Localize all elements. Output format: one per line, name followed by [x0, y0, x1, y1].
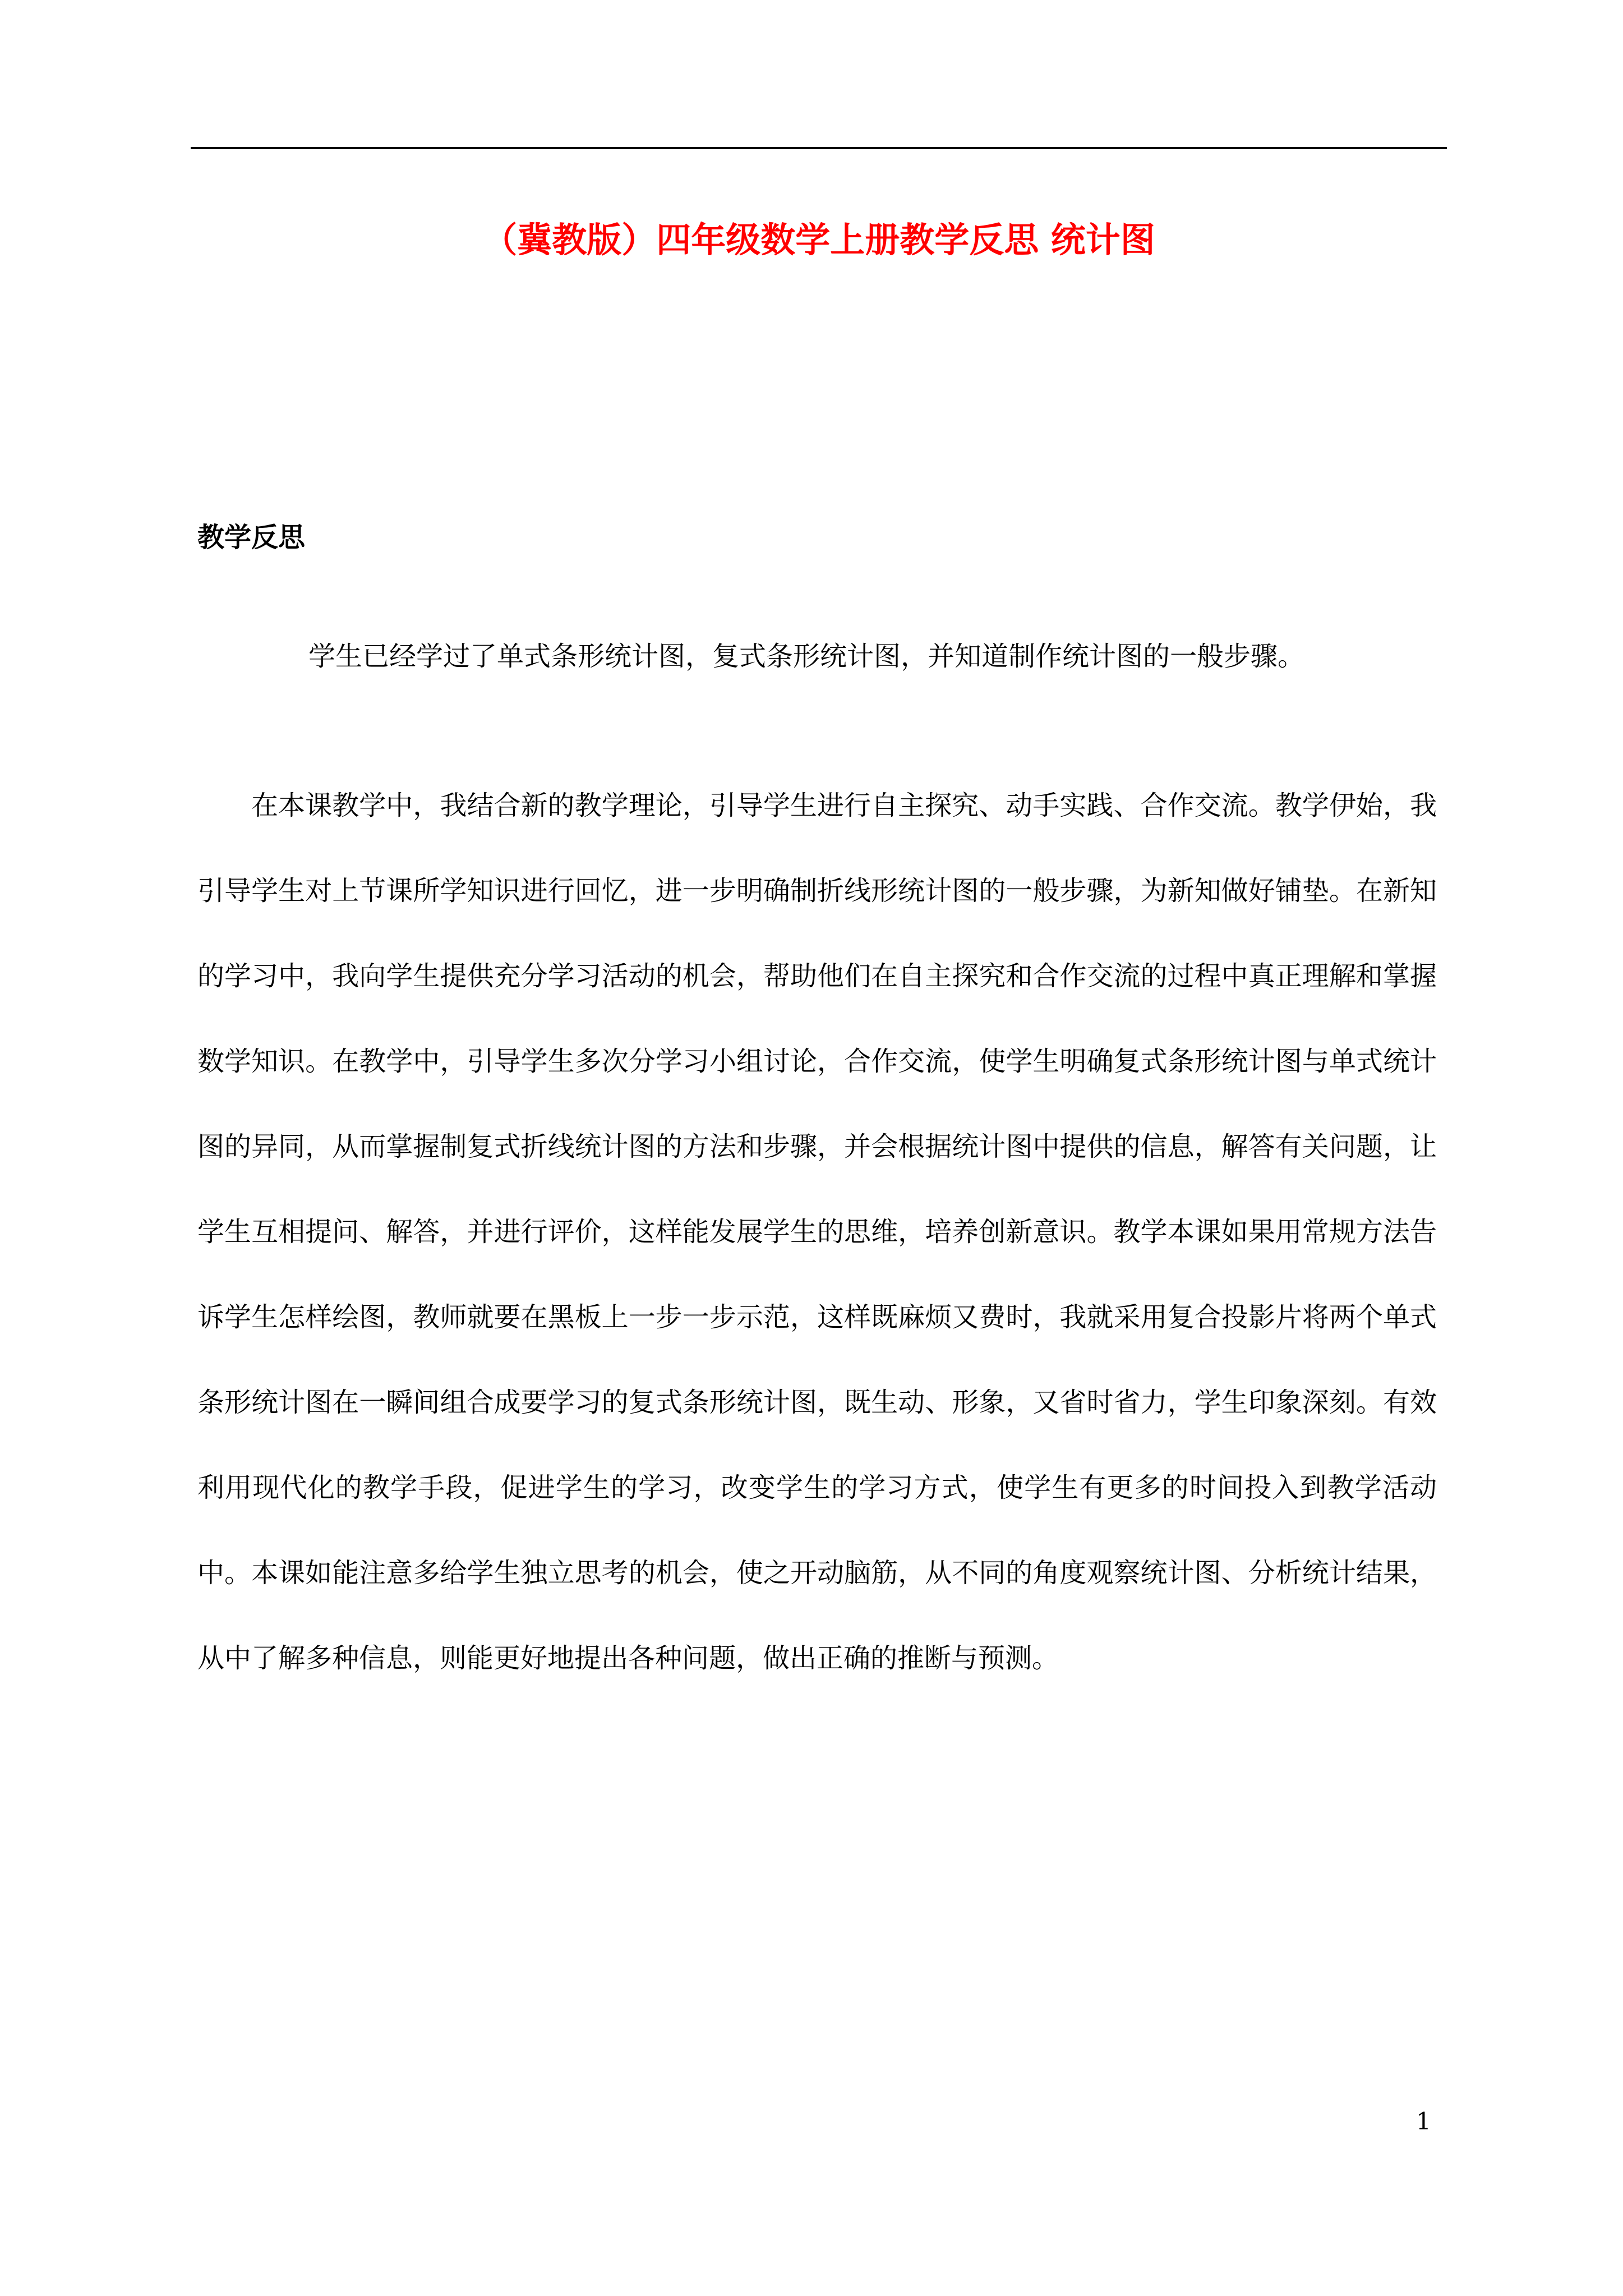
- paragraph-intro: 学生已经学过了单式条形统计图，复式条形统计图，并知道制作统计图的一般步骤。: [308, 641, 1305, 672]
- section-heading: 教学反思: [197, 522, 306, 553]
- document-title: （冀教版）四年级数学上册教学反思 统计图: [482, 219, 1155, 260]
- page-number: 1: [1416, 2108, 1431, 2135]
- header-rule: [191, 147, 1447, 149]
- paragraph-body: 在本课教学中，我结合新的教学理论，引导学生进行自主探究、动手实践、合作交流。教学伊始，我引导学生对上节课所学知识进行回忆，进一步明确制折线形统计图的一般步骤，为新知做好铺垫。在新知的学习中，我向学生提供充分学习活动的机会，帮助他们在自主探究和合作交流的过程中真正理解和掌握数学知识。在教学中，引导学生多次分学习小组讨论，合作交流，使学生明确复式条形统计图与单式统计图的异同，从而掌握制复式折线统计图的方法和步骤，并会根据统计图中提供的信息，解答有关问题，让学生互相提问、解答，并进行评价，这样能发展学生的思维，培养创新意识。教学本课如果用常规方法告诉学生怎样绘图，教师就要在黑板上一步一步示范，这样既麻烦又费时，我就采用复合投影片将两个单式条形统计图在一瞬间组合成要学习的复式条形统计图，既生动、形象，又省时省力，学生印象深刻。有效利用现代化的教学手段，促进学生的学习，改变学生的学习方式，使学生有更多的时间投入到教学活动中。本课如能注意多给学生独立思考的机会，使之开动脑筋，从不同的角度观察统计图、分析统计结果，从中了解多种信息，则能更好地提出各种问题，做出正确的推断与预测。: [197, 790, 1437, 1674]
